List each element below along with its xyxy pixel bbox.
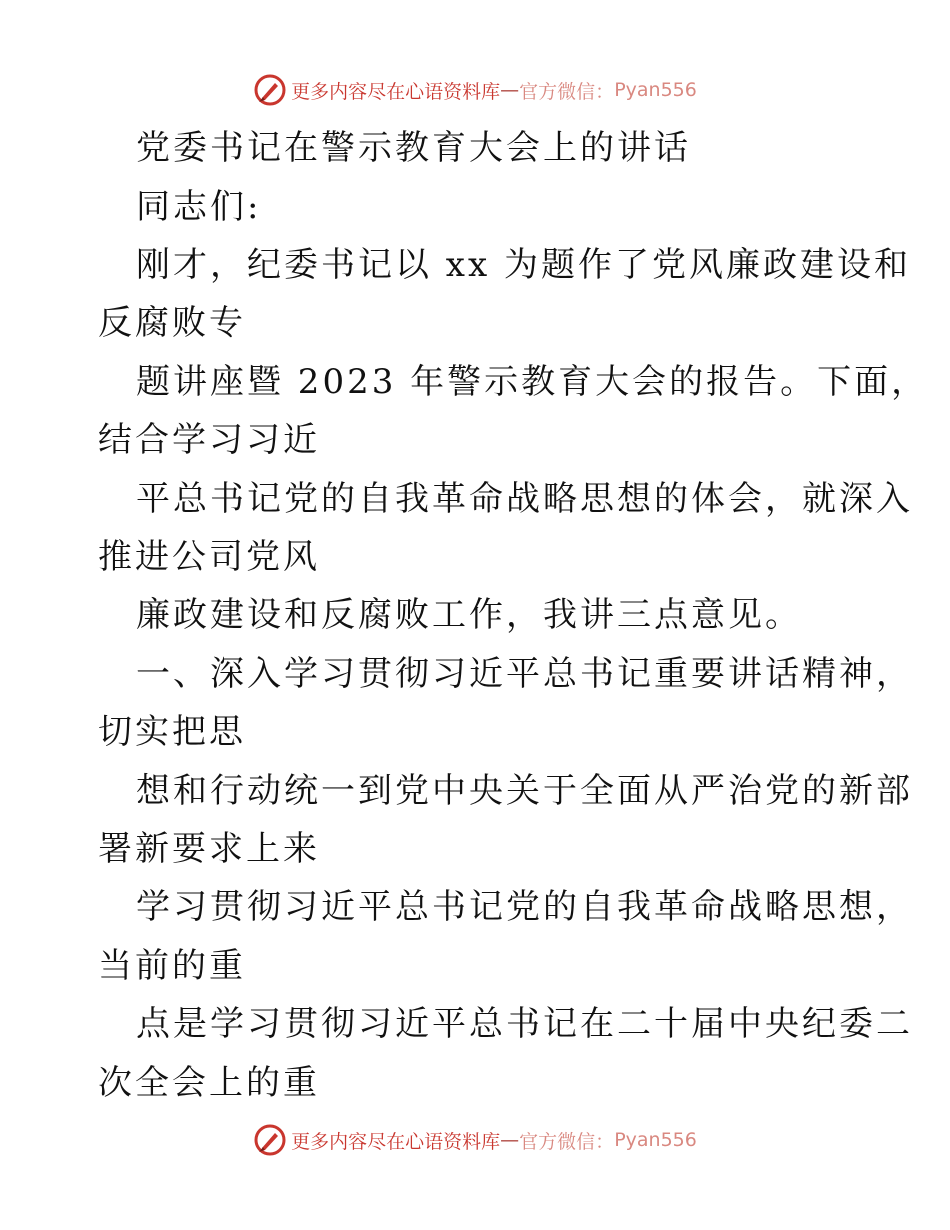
watermark-wechat-id: Pyan556 xyxy=(614,79,697,101)
watermark-wechat-id: Pyan556 xyxy=(614,1129,697,1151)
watermark-wechat-label: 官方微信： xyxy=(519,1130,615,1153)
paragraph-line: 署新要求上来 xyxy=(98,829,320,869)
watermark-text: 更多内容尽在心语资料库 xyxy=(291,1130,501,1153)
paragraph-line: 同志们: xyxy=(136,187,262,227)
watermark-separator: — xyxy=(500,79,520,101)
paragraph-line: 切实把思 xyxy=(98,712,246,752)
watermark-text: 更多内容尽在心语资料库 xyxy=(291,80,501,103)
paragraph-line: 刚才，纪委书记以 xx 为题作了党风廉政建设和 xyxy=(136,245,911,285)
watermark-separator: — xyxy=(500,1129,520,1151)
section-heading: 一、深入学习贯彻习近平总书记重要讲话精神， xyxy=(136,654,913,694)
paragraph-line: 推进公司党风 xyxy=(98,537,320,577)
document-title: 党委书记在警示教育大会上的讲话 xyxy=(136,128,691,168)
paragraph-line: 廉政建设和反腐败工作，我讲三点意见。 xyxy=(136,595,802,635)
paragraph-line: 点是学习贯彻习近平总书记在二十届中央纪委二 xyxy=(136,1004,913,1044)
watermark-banner-bottom xyxy=(0,1120,950,1160)
watermark-wechat-label: 官方微信： xyxy=(519,80,615,103)
paragraph-line: 当前的重 xyxy=(98,946,246,986)
pen-logo-icon xyxy=(253,1123,287,1157)
paragraph-line: 结合学习习近 xyxy=(98,420,320,460)
paragraph-line: 反腐败专 xyxy=(98,303,246,343)
paragraph-line: 平总书记党的自我革命战略思想的体会，就深入 xyxy=(136,479,913,519)
paragraph-line: 想和行动统一到党中央关于全面从严治党的新部 xyxy=(136,771,913,811)
paragraph-line: 学习贯彻习近平总书记党的自我革命战略思想， xyxy=(136,887,913,927)
paragraph-line: 次全会上的重 xyxy=(98,1063,320,1103)
paragraph-line: 题讲座暨 2023 年警示教育大会的报告。下面， xyxy=(136,362,929,402)
